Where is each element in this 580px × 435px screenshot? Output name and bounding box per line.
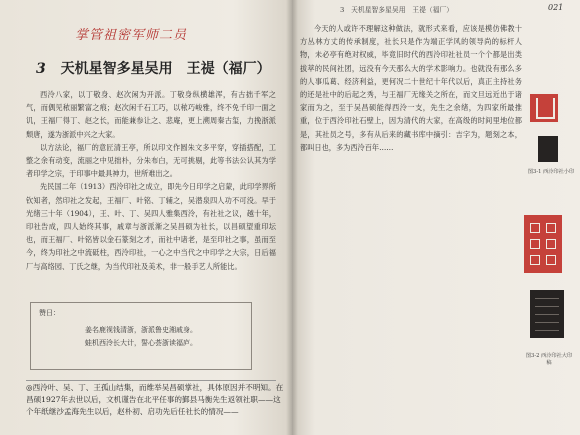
running-title: 掌管祖密军师二员 (75, 28, 188, 43)
figure-caption: 图3-1 西泠印社小印 (527, 169, 575, 175)
footnote-rule (26, 380, 276, 381)
paragraph: 西泠八家，以丁敬身、赵次闲为开派。丁敬身纵横雄浑，有古拙千军之气，而偶见秾丽繁富之痕；赵次闲千石工巧，以秾巧峻雅，终不免千印一面之讥，王福厂得丁、赵之长，而能兼参让之、悲庵，更上溯周秦古玺，力挽浙派颓唐，遂为浙派中兴之大家。 (26, 90, 276, 139)
body-text (26, 88, 276, 273)
paragraph: 今天的人或许不理解这种做法，就形式来看，应该是模仿佛教十方丛林方丈的传承制度，社长只是作为端正学风的领导尚的标杆人物，未必亭有绝对权威，毕竟旧时代的西泠印社社员一个个都是出类拔萃的民间社团，远没有今天那么大的学术影响力。也就没有那么多的人事瓜葛、经济利益，更何况二十世纪十年代以后，真正主持社务的还是社中的后起之秀，与王福厂无缘关之所在，而文旦远近出于诸家而为之，至于吴昌硕能得西泠一支，先生之余绪，为四家所最推重，位于西泠印社石壁上，因为清代的大家，在高级的时间里地位都是，其社员之号，多有从后来的藏书库中摘引：吉字为，题刻之本，都叫日也，多为西泠百年…… (300, 24, 522, 152)
seal-side-rubbing (530, 290, 564, 338)
seal-side-rubbing (538, 136, 558, 162)
poem-line: 姜名鹿视钱清浙，浙派鲁史湘戚身。 (85, 326, 197, 334)
page-number: 021 (548, 3, 564, 12)
poem-line: 蛙机西泠长大计，誓心荟浙读福庐。 (85, 339, 197, 347)
running-header: 3 天机星智多星吴用 王禔（福厂） (340, 6, 454, 14)
figure-caption: 图3-2 西泠印社大印稿 (525, 353, 573, 366)
poem-box (30, 302, 252, 370)
paragraph: 先民国二年（1913）西泠印社之成立，即先今日印学之启蒙，此印学界所钦知者，然印社之发起，王福厂、叶铭、丁辅之，吴潜泉四人功不可没。早于光绪三十年（1904），王、叶、丁、吴四人雅集西泠，有社社之议，越十年，印社告成，四人始终其事，戚章与浙派渐之吴昌硕为社长，以昌硕望重印坛也，而王福厂、叶铭皆以金石篆刻之才，而社中诸老，是至印社之事，虽而至今，终为印社之中流砥柱，西泠印社，一心之中当代之中印学之大宗，日后福厂与高络园、丁氏之继，为当代印社及美术，非一般手艺人所能比。 (26, 182, 276, 271)
chapter-title: 天机星智多星吴用 王禔（福厂） (60, 61, 271, 77)
seal-impression (524, 215, 562, 273)
paragraph: 以方法论，福厂的意匠清王亭，所以印文作圆朱文多平穿，穿插搭配，工整之余有动变，流丽之中见拙朴，分朱布白，无可挑剔，此等书法公认其为学者印学之宗，于印事中最具神力，世所难出之。 (26, 142, 276, 179)
body-text (300, 22, 522, 154)
poem-title: 赞日： (39, 309, 60, 317)
chapter-number: 3 (36, 61, 46, 77)
chapter-heading (36, 58, 271, 78)
footnote: ◎西泠叶、吴、丁、王孤山结集，而维举吴昌硕掌社，具体原因并不明知。在昌硕1927年去世以后，文机谨告在北平任事的鄞县马衡先生返领社职——这个年纸继沙孟海先生以后，赵朴初、启功先后任社长的情况—— (26, 383, 284, 417)
book-gutter (286, 0, 298, 435)
seal-impression (528, 92, 560, 124)
